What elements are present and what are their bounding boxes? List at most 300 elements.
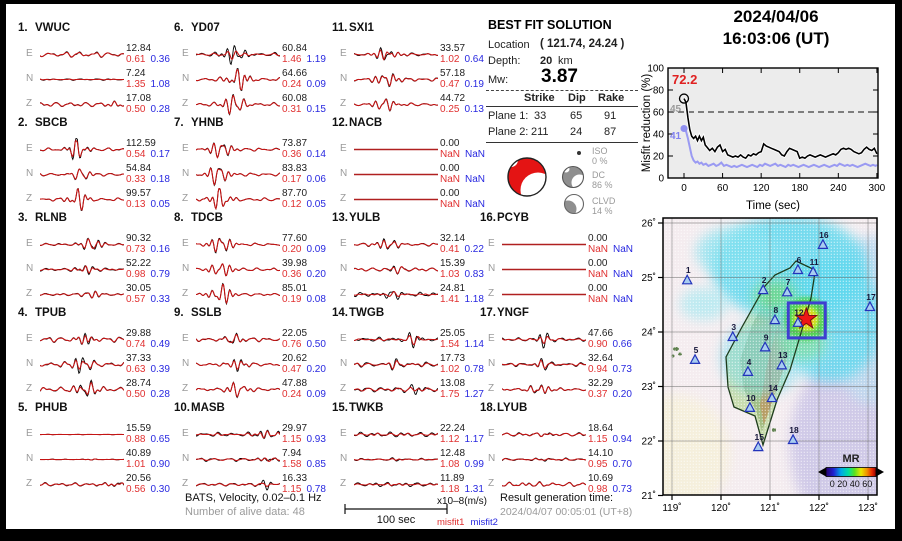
waveform-trace bbox=[40, 352, 124, 377]
bats-note: BATS, Velocity, 0.02–0.1 Hz bbox=[185, 492, 322, 504]
channel-values bbox=[282, 353, 326, 375]
channel-label: N bbox=[340, 168, 348, 179]
amplitude-value: 10.69 bbox=[588, 473, 614, 484]
waveform-trace bbox=[196, 187, 280, 212]
channel-label: N bbox=[488, 453, 496, 464]
station-YD07 bbox=[172, 20, 332, 115]
col-rake: Rake bbox=[598, 92, 625, 104]
svg-text:26˚: 26˚ bbox=[641, 218, 656, 230]
amplitude-value: 24.81 bbox=[440, 283, 466, 294]
station-header: 8. TDCB bbox=[174, 212, 223, 224]
misfit2-value: 0.36 bbox=[150, 54, 170, 65]
misfit1-value: 0.56 bbox=[126, 484, 146, 495]
channel-row-N bbox=[478, 257, 638, 282]
amplitude-value: 39.98 bbox=[282, 258, 308, 269]
amplitude-value: 29.97 bbox=[282, 423, 308, 434]
svg-text:240: 240 bbox=[829, 183, 847, 194]
waveform-trace bbox=[354, 67, 438, 92]
svg-text:100: 100 bbox=[647, 63, 664, 75]
channel-row-N bbox=[172, 447, 332, 472]
station-header: 15.TWKB bbox=[332, 402, 384, 414]
waveform-trace bbox=[354, 162, 438, 187]
amplitude-value: 30.05 bbox=[126, 283, 152, 294]
channel-row-N bbox=[330, 162, 490, 187]
misfit1-value: 1.58 bbox=[282, 459, 302, 470]
channel-row-Z bbox=[172, 282, 332, 307]
waveform-trace bbox=[354, 42, 438, 67]
map-station-number: 4 bbox=[746, 356, 752, 367]
channel-label: E bbox=[26, 428, 33, 439]
channel-row-E bbox=[16, 327, 176, 352]
channel-values bbox=[440, 163, 485, 185]
frame-bottom bbox=[0, 529, 902, 541]
best-misfit-annotation: 72.2 bbox=[672, 72, 698, 87]
clvd-beachball-icon bbox=[561, 191, 587, 217]
channel-label: E bbox=[26, 333, 33, 344]
amplitude-value: 73.87 bbox=[282, 138, 308, 149]
amplitude-value: 57.18 bbox=[440, 68, 466, 79]
waveform-trace bbox=[40, 232, 124, 257]
amplitude-value: 12.84 bbox=[126, 43, 152, 54]
station-VWUC bbox=[16, 20, 176, 115]
svg-text:123˚: 123˚ bbox=[857, 503, 879, 514]
misfit2-value: NaN bbox=[465, 174, 486, 185]
misfit2-value: 1.31 bbox=[464, 484, 484, 495]
map-station-number: 17 bbox=[866, 291, 876, 302]
channel-values bbox=[282, 188, 326, 210]
misfit2-value: NaN bbox=[613, 294, 634, 305]
station-TPUB bbox=[16, 305, 176, 400]
channel-label: N bbox=[26, 358, 34, 369]
misfit2-value: 0.70 bbox=[612, 459, 632, 470]
waveform-trace bbox=[40, 422, 124, 447]
misfit2-value: 0.17 bbox=[150, 149, 170, 160]
result-time-value: 2024/04/07 00:05:01 (UT+8) bbox=[500, 506, 633, 518]
station-header: 12.NACB bbox=[332, 117, 383, 129]
misfit1-value: 1.01 bbox=[126, 459, 146, 470]
channel-row-N bbox=[478, 447, 638, 472]
waveform-column-4 bbox=[478, 210, 638, 495]
channel-values bbox=[126, 328, 170, 350]
channel-values bbox=[588, 258, 633, 280]
dc-beachball-icon bbox=[559, 163, 587, 191]
misfit1-value: 0.17 bbox=[282, 174, 302, 185]
channel-row-E bbox=[330, 42, 490, 67]
channel-label: Z bbox=[182, 383, 189, 394]
misfit2-value: 0.33 bbox=[150, 294, 170, 305]
misfit1-value: 1.02 bbox=[440, 364, 460, 375]
misfit2-value: 0.20 bbox=[306, 364, 326, 375]
misfit1-value: NaN bbox=[588, 244, 609, 255]
channel-row-E bbox=[478, 327, 638, 352]
misfit2-value: 0.05 bbox=[306, 199, 326, 210]
amplitude-value: 33.57 bbox=[440, 43, 466, 54]
channel-row-Z bbox=[172, 187, 332, 212]
misfit2-value: 0.73 bbox=[612, 484, 632, 495]
channel-row-Z bbox=[330, 377, 490, 402]
channel-values bbox=[282, 283, 326, 305]
waveform-trace bbox=[40, 67, 124, 92]
misfit2-value: 0.73 bbox=[612, 364, 632, 375]
map-station-number: 5 bbox=[693, 344, 699, 355]
misfit2-value: 0.19 bbox=[464, 79, 484, 90]
channel-values bbox=[282, 43, 326, 65]
channel-label: Z bbox=[340, 383, 347, 394]
mw-value: 3.87 bbox=[541, 66, 578, 87]
waveform-trace bbox=[354, 327, 438, 352]
amplitude-value: 0.00 bbox=[440, 138, 460, 149]
map-station-number: 8 bbox=[773, 305, 779, 316]
channel-values bbox=[126, 258, 170, 280]
channel-values bbox=[126, 43, 170, 65]
channel-label: E bbox=[182, 238, 189, 249]
channel-values bbox=[282, 423, 326, 445]
misfit2-value: 0.78 bbox=[306, 484, 326, 495]
svg-text:21˚: 21˚ bbox=[641, 491, 656, 502]
channel-row-N bbox=[16, 447, 176, 472]
map-station-number: 16 bbox=[819, 229, 829, 240]
event-datetime bbox=[656, 6, 896, 50]
map-station-number: 7 bbox=[785, 277, 791, 288]
channel-label: Z bbox=[488, 478, 495, 489]
channel-label: N bbox=[488, 263, 496, 274]
channel-label: N bbox=[488, 358, 496, 369]
channel-row-N bbox=[16, 257, 176, 282]
taiwan-station-map bbox=[640, 210, 902, 528]
amplitude-value: 83.83 bbox=[282, 163, 308, 174]
misfit2-value: 1.14 bbox=[464, 339, 484, 350]
amplitude-value: 20.56 bbox=[126, 473, 152, 484]
channel-label: E bbox=[26, 143, 33, 154]
channel-label: E bbox=[340, 238, 347, 249]
amplitude-value: 7.94 bbox=[282, 448, 302, 459]
waveform-trace bbox=[40, 327, 124, 352]
channel-label: Z bbox=[26, 98, 33, 109]
station-YHNB bbox=[172, 115, 332, 210]
amplitude-value: 32.14 bbox=[440, 233, 466, 244]
waveform-trace bbox=[196, 327, 280, 352]
amplitude-value: 0.00 bbox=[440, 188, 460, 199]
waveform-trace bbox=[502, 257, 586, 282]
misfit1-value: 0.20 bbox=[282, 244, 302, 255]
channel-row-E bbox=[478, 422, 638, 447]
station-MASB bbox=[172, 400, 332, 495]
focal-mechanism-beachball-icon bbox=[500, 150, 554, 204]
misfit1-value: 0.63 bbox=[126, 364, 146, 375]
misfit2-value: 0.78 bbox=[464, 364, 484, 375]
station-header: 7. YHNB bbox=[174, 117, 224, 129]
clvd-label: CLVD 14 % bbox=[592, 196, 616, 216]
station-header: 16.PCYB bbox=[480, 212, 529, 224]
station-PCYB bbox=[478, 210, 638, 305]
channel-values bbox=[588, 423, 632, 445]
waveform-trace bbox=[196, 282, 280, 307]
misfit1-legend: misfit1 bbox=[437, 517, 465, 528]
misfit1-value: NaN bbox=[588, 294, 609, 305]
channel-row-N bbox=[478, 352, 638, 377]
map-station-number: 12 bbox=[794, 307, 804, 318]
misfit1-value: 0.76 bbox=[282, 339, 302, 350]
channel-values bbox=[282, 448, 326, 470]
svg-text:20: 20 bbox=[652, 151, 664, 163]
amplitude-value: 64.66 bbox=[282, 68, 308, 79]
misfit2-value: 0.85 bbox=[306, 459, 326, 470]
misfit2-value: 0.09 bbox=[306, 244, 326, 255]
channel-values bbox=[282, 328, 326, 350]
event-date: 2024/04/06 bbox=[733, 7, 819, 26]
channel-label: Z bbox=[182, 193, 189, 204]
best-fit-title: BEST FIT SOLUTION bbox=[488, 18, 612, 32]
waveform-trace bbox=[502, 327, 586, 352]
channel-label: N bbox=[182, 168, 190, 179]
plane2-strike: 211 bbox=[531, 126, 549, 138]
misfit1-value: 0.31 bbox=[282, 104, 302, 115]
frame-right bbox=[895, 0, 902, 541]
waveform-trace bbox=[196, 257, 280, 282]
station-PHUB bbox=[16, 400, 176, 495]
misfit1-value: 0.33 bbox=[126, 174, 146, 185]
amplitude-value: 0.00 bbox=[588, 258, 608, 269]
channel-label: N bbox=[26, 453, 34, 464]
amplitude-value: 20.62 bbox=[282, 353, 308, 364]
svg-text:120: 120 bbox=[752, 183, 770, 194]
station-TWGB bbox=[330, 305, 490, 400]
channel-label: Z bbox=[340, 478, 347, 489]
misfit1-value: 1.08 bbox=[440, 459, 460, 470]
channel-label: E bbox=[340, 428, 347, 439]
map-station-number: 2 bbox=[761, 275, 767, 286]
misfit1-value: 0.24 bbox=[282, 79, 302, 90]
channel-values bbox=[282, 258, 326, 280]
misfit2-value: 0.99 bbox=[464, 459, 484, 470]
channel-values bbox=[126, 163, 170, 185]
misfit2-value: 0.79 bbox=[150, 269, 170, 280]
channel-label: N bbox=[26, 168, 34, 179]
misfit1-value: 0.41 bbox=[440, 244, 460, 255]
station-TDCB bbox=[172, 210, 332, 305]
iso-beachball-icon bbox=[577, 151, 581, 155]
amplitude-value: 29.88 bbox=[126, 328, 152, 339]
amplitude-value: 54.84 bbox=[126, 163, 152, 174]
channel-row-Z bbox=[16, 282, 176, 307]
waveform-trace bbox=[196, 67, 280, 92]
station-header: 17.YNGF bbox=[480, 307, 529, 319]
misfit2-value: 0.65 bbox=[150, 434, 170, 445]
dc-label: DC 86 % bbox=[592, 170, 613, 190]
channel-row-Z bbox=[172, 377, 332, 402]
amplitude-value: 90.32 bbox=[126, 233, 152, 244]
misfit1-value: 0.37 bbox=[588, 389, 608, 400]
misfit2-value: 1.27 bbox=[464, 389, 484, 400]
channel-row-N bbox=[330, 352, 490, 377]
channel-row-N bbox=[330, 67, 490, 92]
channel-row-E bbox=[478, 232, 638, 257]
misfit1-value: 0.13 bbox=[126, 199, 146, 210]
svg-text:80: 80 bbox=[652, 85, 664, 97]
channel-values bbox=[588, 328, 632, 350]
misfit1-value: 0.61 bbox=[126, 54, 146, 65]
channel-label: Z bbox=[182, 98, 189, 109]
amplitude-value: 47.66 bbox=[588, 328, 614, 339]
misfit-reduction-chart bbox=[640, 52, 902, 220]
misfit1-value: NaN bbox=[440, 199, 461, 210]
misfit1-value: 0.50 bbox=[126, 104, 146, 115]
waveform-trace bbox=[354, 422, 438, 447]
station-header: 2. SBCB bbox=[18, 117, 68, 129]
channel-row-Z bbox=[172, 92, 332, 117]
channel-label: E bbox=[340, 48, 347, 59]
misfit1-value: 1.35 bbox=[126, 79, 146, 90]
channel-label: E bbox=[488, 238, 495, 249]
map-station-number: 10 bbox=[746, 392, 756, 403]
waveform-trace bbox=[502, 377, 586, 402]
channel-values bbox=[282, 233, 326, 255]
misfit1-value: 0.90 bbox=[588, 339, 608, 350]
plane1-strike: 33 bbox=[534, 110, 547, 122]
channel-label: N bbox=[182, 73, 190, 84]
amplitude-value: 22.24 bbox=[440, 423, 466, 434]
plane2-rake: 87 bbox=[604, 126, 617, 138]
alive-data-note: Number of alive data: 48 bbox=[185, 506, 305, 518]
misfit1-value: NaN bbox=[440, 149, 461, 160]
channel-values bbox=[126, 68, 170, 90]
amplitude-value: 60.08 bbox=[282, 93, 308, 104]
svg-text:40: 40 bbox=[652, 129, 664, 141]
misfit2-value: 0.08 bbox=[306, 294, 326, 305]
misfit1-value: 0.47 bbox=[282, 364, 302, 375]
svg-text:60: 60 bbox=[717, 183, 729, 194]
channel-row-Z bbox=[16, 377, 176, 402]
misfit2-value: NaN bbox=[465, 149, 486, 160]
waveform-trace bbox=[502, 352, 586, 377]
channel-values bbox=[440, 68, 484, 90]
frame-left bbox=[0, 0, 6, 541]
amplitude-value: 40.89 bbox=[126, 448, 152, 459]
station-SBCB bbox=[16, 115, 176, 210]
station-header: 6. YD07 bbox=[174, 22, 220, 34]
misfit2-value: 1.18 bbox=[464, 294, 484, 305]
channel-label: N bbox=[340, 73, 348, 84]
channel-values bbox=[126, 188, 170, 210]
station-header: 4. TPUB bbox=[18, 307, 67, 319]
map-station-number: 18 bbox=[789, 424, 799, 435]
station-header: 14.TWGB bbox=[332, 307, 385, 319]
map-station-number: 11 bbox=[809, 257, 819, 268]
colorbar-title: MR bbox=[842, 453, 860, 465]
svg-text:23˚: 23˚ bbox=[641, 382, 656, 393]
misfit2-value: 0.16 bbox=[150, 244, 170, 255]
station-NACB bbox=[330, 115, 490, 210]
waveform-trace bbox=[40, 162, 124, 187]
misfit2-value: 0.49 bbox=[150, 339, 170, 350]
misfit1-value: NaN bbox=[588, 269, 609, 280]
channel-row-E bbox=[172, 42, 332, 67]
channel-row-E bbox=[16, 137, 176, 162]
waveform-trace bbox=[502, 282, 586, 307]
channel-row-N bbox=[172, 257, 332, 282]
misfit1-value: 0.98 bbox=[126, 269, 146, 280]
channel-values bbox=[282, 93, 326, 115]
misfit1-value: 1.41 bbox=[440, 294, 460, 305]
amplitude-value: 13.08 bbox=[440, 378, 466, 389]
plane2-label: Plane 2: bbox=[488, 126, 529, 138]
waveform-trace bbox=[354, 472, 438, 497]
channel-label: E bbox=[182, 48, 189, 59]
station-header: 18.LYUB bbox=[480, 402, 528, 414]
misfit1-value: 0.98 bbox=[588, 484, 608, 495]
misfit2-value: 0.64 bbox=[464, 54, 484, 65]
channel-label: Z bbox=[340, 98, 347, 109]
channel-values bbox=[588, 378, 632, 400]
waveform-trace bbox=[354, 232, 438, 257]
misfit2-value: 0.13 bbox=[464, 104, 484, 115]
channel-values bbox=[282, 163, 326, 185]
amplitude-value: 47.88 bbox=[282, 378, 308, 389]
station-RLNB bbox=[16, 210, 176, 305]
channel-label: N bbox=[26, 263, 34, 274]
amplitude-value: 16.33 bbox=[282, 473, 308, 484]
station-header: 11. SXI1 bbox=[332, 22, 374, 34]
amplitude-value: 44.72 bbox=[440, 93, 466, 104]
iso-label: ISO 0 % bbox=[592, 146, 608, 166]
table-rule-mid bbox=[486, 106, 638, 107]
amplitude-value: 85.01 bbox=[282, 283, 308, 294]
waveform-trace bbox=[354, 447, 438, 472]
misfit2-value: 0.22 bbox=[464, 244, 484, 255]
channel-row-E bbox=[330, 137, 490, 162]
svg-text:300: 300 bbox=[868, 183, 886, 194]
channel-values bbox=[126, 353, 170, 375]
waveform-trace bbox=[354, 377, 438, 402]
waveform-trace bbox=[40, 92, 124, 117]
waveform-trace bbox=[354, 92, 438, 117]
channel-label: N bbox=[340, 453, 348, 464]
channel-row-Z bbox=[16, 92, 176, 117]
svg-text:119˚: 119˚ bbox=[662, 503, 682, 514]
channel-label: N bbox=[182, 358, 190, 369]
channel-label: N bbox=[26, 73, 34, 84]
misfit1-value: 1.46 bbox=[282, 54, 302, 65]
depth-label: Depth: bbox=[488, 55, 521, 67]
plane1-dip: 65 bbox=[570, 110, 583, 122]
amplitude-value: 37.33 bbox=[126, 353, 152, 364]
waveform-trace bbox=[502, 232, 586, 257]
channel-values bbox=[588, 353, 632, 375]
frame-top bbox=[0, 0, 902, 4]
waveform-trace bbox=[196, 162, 280, 187]
amplitude-value: 14.10 bbox=[588, 448, 614, 459]
channel-row-Z bbox=[330, 187, 490, 212]
misfit2-value: 0.66 bbox=[612, 339, 632, 350]
amplitude-value: 25.05 bbox=[440, 328, 466, 339]
waveform-trace bbox=[40, 42, 124, 67]
svg-text:60: 60 bbox=[652, 107, 664, 119]
misfit1-value: 1.03 bbox=[440, 269, 460, 280]
amplitude-value: 77.60 bbox=[282, 233, 308, 244]
waveform-trace bbox=[354, 352, 438, 377]
misfit2-value: 0.06 bbox=[306, 174, 326, 185]
misfit2-value: 0.83 bbox=[464, 269, 484, 280]
channel-row-Z bbox=[16, 472, 176, 497]
misfit1-value: 0.94 bbox=[588, 364, 608, 375]
channel-values bbox=[440, 188, 485, 210]
channel-label: N bbox=[340, 263, 348, 274]
misfit1-value: 1.02 bbox=[440, 54, 460, 65]
svg-text:121˚: 121˚ bbox=[759, 503, 781, 514]
colorbar-ticks: 0 20 40 60 bbox=[829, 479, 873, 489]
gray-misfit-annotation: 45 bbox=[670, 104, 682, 115]
event-time: 16:03:06 (UT) bbox=[722, 29, 830, 48]
